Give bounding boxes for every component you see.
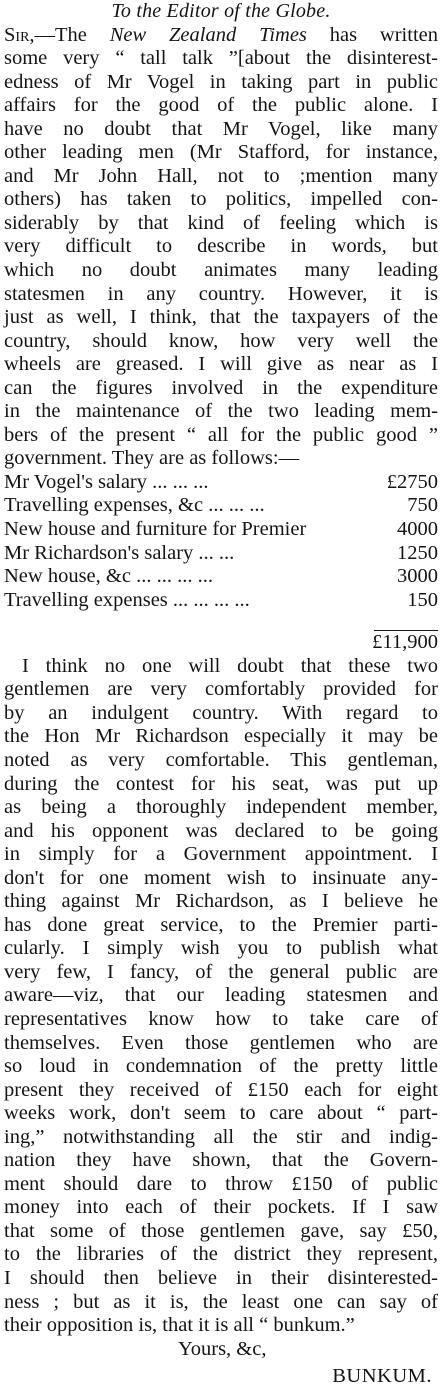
expenditure-item: Mr Richardson's salary ... ... xyxy=(4,541,235,564)
expenditure-amount: 3000 xyxy=(397,565,438,588)
text-line: by an indulgent country. With regard to xyxy=(4,701,438,724)
paragraph-1 xyxy=(4,47,438,471)
text-line: as being a thoroughly independent member, xyxy=(4,796,438,819)
newspaper-name: New Zealand Times xyxy=(109,23,307,46)
text-line: gentlemen are very comfortably provided for xyxy=(4,678,438,701)
expenditure-item: Travelling expenses, &c ... ... ... xyxy=(4,494,265,517)
text-line: can the figures involved in the expenditure xyxy=(4,376,438,399)
text-line: country, should know, how very well the xyxy=(4,329,438,352)
expenditure-row xyxy=(4,494,438,518)
text-line: noted as very comfortable. This gentleman, xyxy=(4,748,438,771)
text-line: government. They are as follows:— xyxy=(4,447,300,470)
text-line: in simply for a Government appointment. I xyxy=(4,843,438,866)
text-line: siderably by that kind of feeling which is xyxy=(4,211,438,234)
text-line: very difficult to describe in words, but xyxy=(4,235,438,258)
text-line: has done great service, to the Premier parti- xyxy=(4,913,438,936)
text-line: thing against Mr Richardson, as I believe he xyxy=(4,890,438,913)
expenditure-item: New house, &c ... ... ... ... xyxy=(4,565,213,588)
text-line: ment should dare to throw £150 of public xyxy=(4,1172,438,1195)
text-line: statesmen in any country. However, it is xyxy=(4,282,438,305)
text-line: themselves. Even those gentlemen who are xyxy=(4,1031,438,1054)
text-line: others) has taken to politics, impelled con- xyxy=(4,188,438,211)
text-line: representatives know how to take care of xyxy=(4,1007,438,1030)
text-line: in the maintenance of the two leading mem- xyxy=(4,400,438,423)
text-line: to the libraries of the district they represent, xyxy=(4,1243,438,1266)
text-line: aware—viz, that our leading statesmen and xyxy=(4,984,438,1007)
text-line: that some of those gentlemen gave, say £50, xyxy=(4,1219,438,1242)
text-line: just as well, I think, that the taxpayers of the xyxy=(4,306,438,329)
expenditure-table xyxy=(4,471,438,655)
expenditure-item: Travelling expenses ... ... ... ... xyxy=(4,588,250,611)
closing: Yours, &c, xyxy=(178,1337,267,1360)
text-line: so loud in condemnation of the pretty little xyxy=(4,1055,438,1078)
expenditure-amount: 4000 xyxy=(397,518,438,541)
expenditure-row xyxy=(4,471,438,495)
text-line: edness of Mr Vogel in taking part in public xyxy=(4,70,438,93)
opening-text-a: —The xyxy=(34,23,110,46)
text-line: during the contest for his seat, was put up xyxy=(4,772,438,795)
expenditure-item: Mr Vogel's salary ... ... ... xyxy=(4,470,209,493)
text-line: their opposition is, that it is all “ bunkum.” xyxy=(4,1314,355,1337)
expenditure-amount: 1250 xyxy=(397,541,438,564)
salutation: Sir, xyxy=(4,23,35,46)
paragraph-2 xyxy=(4,655,438,1338)
text-line: money into each of their pockets. If I saw xyxy=(4,1196,438,1219)
text-line: and his opponent was declared to be going xyxy=(4,819,438,842)
letter-heading: To the Editor of the Globe. xyxy=(111,0,331,22)
text-line: ness ; but as it is, the least one can say of xyxy=(4,1290,438,1313)
expenditure-row xyxy=(4,542,438,566)
text-line: present they received of £150 each for eight xyxy=(4,1078,438,1101)
text-line: have no doubt that Mr Vogel, like many xyxy=(4,117,438,140)
expenditure-amount: 750 xyxy=(407,494,438,517)
text-line: and Mr John Hall, not to ;mention many xyxy=(4,164,438,187)
text-line: which no doubt animates many leading xyxy=(4,259,438,282)
text-line: nation they have shown, that the Govern- xyxy=(4,1149,438,1172)
text-line: I should then believe in their disinterested- xyxy=(4,1266,438,1289)
text-line: wheels are greased. I will give as near as I xyxy=(4,353,438,376)
text-line: cularly. I simply wish you to publish what xyxy=(4,937,438,960)
expenditure-amount: 150 xyxy=(407,588,438,611)
opening-text-b: has written xyxy=(306,23,438,46)
signature: BUNKUM. xyxy=(332,1365,432,1388)
letter-opening-line xyxy=(4,24,438,48)
expenditure-row xyxy=(4,589,438,613)
text-line: don't for one moment wish to insinuate any- xyxy=(4,866,438,889)
text-line: affairs for the good of the public alone. I xyxy=(4,94,438,117)
text-line: other leading men (Mr Stafford, for instance, xyxy=(4,141,438,164)
expenditure-item: New house and furniture for Premier xyxy=(4,518,307,541)
text-line: bers of the present “ all for the public good ” xyxy=(4,423,438,446)
text-line: I think no one will doubt that these two xyxy=(22,654,438,677)
expenditure-row xyxy=(4,518,438,542)
text-line: very few, I fancy, of the general public are xyxy=(4,960,438,983)
text-line: ing,” notwithstanding all the stir and indig- xyxy=(4,1125,438,1148)
expenditure-amount: £2750 xyxy=(386,470,438,493)
text-line: the Hon Mr Richardson especially it may be xyxy=(4,725,438,748)
expenditure-row xyxy=(4,565,438,589)
text-line: weeks work, don't seem to care about “ part- xyxy=(4,1102,438,1125)
text-line: some very “ tall talk ”[about the disinterest- xyxy=(4,47,438,70)
expenditure-total: £11,900 xyxy=(372,631,438,654)
